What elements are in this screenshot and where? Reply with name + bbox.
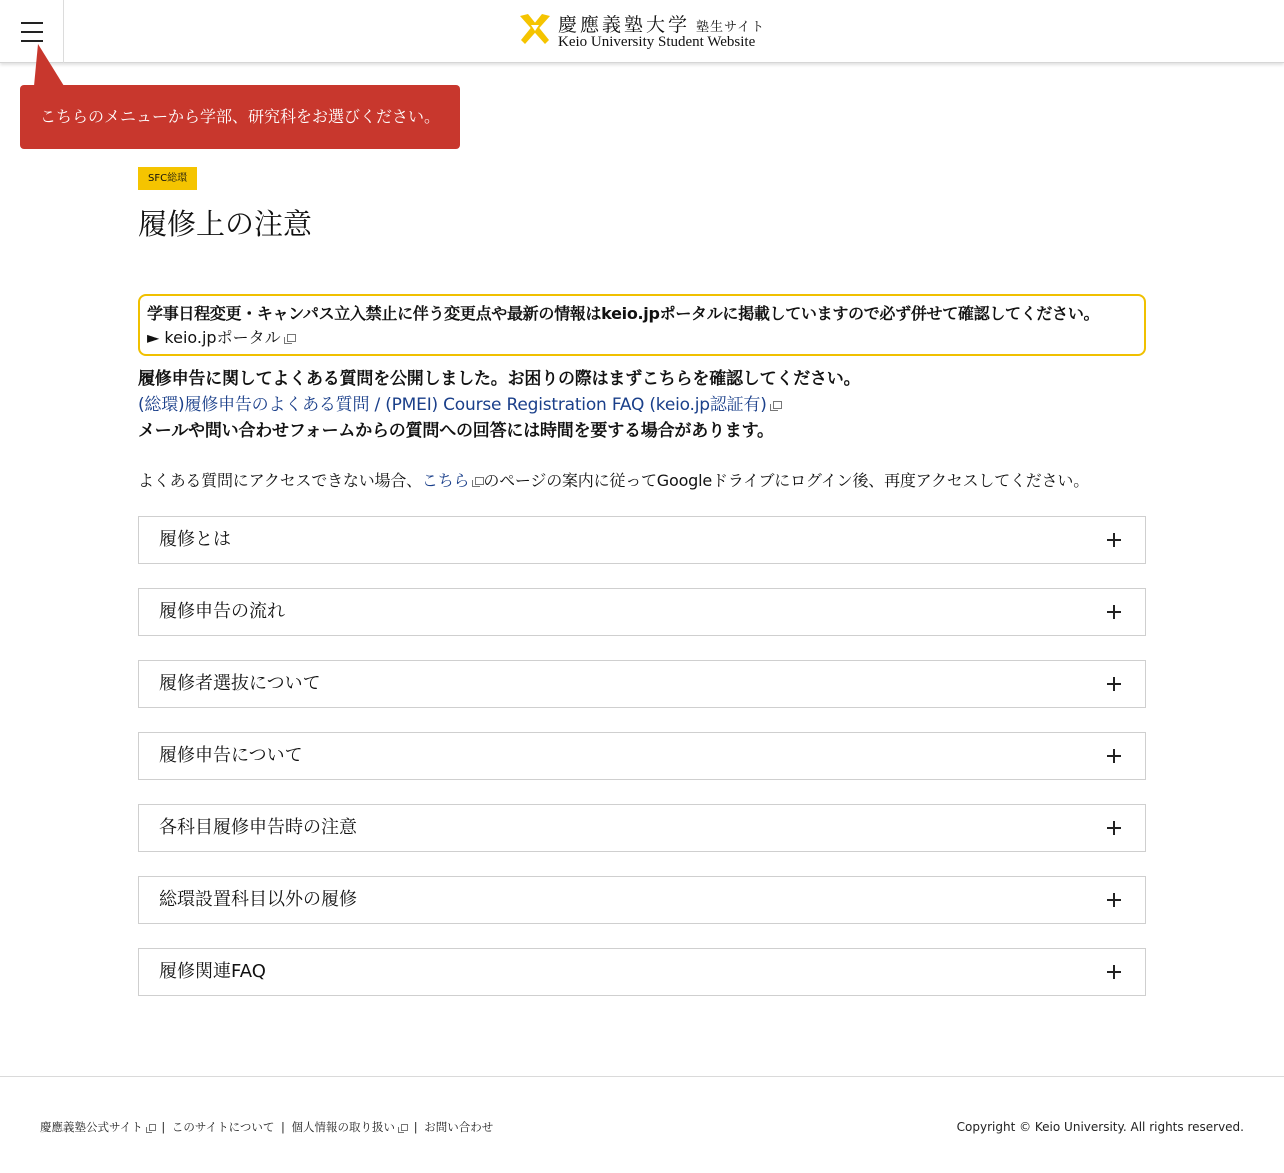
faq-intro: 履修申告に関してよくある質問を公開しました。お困りの際はまずこちらを確認してください。: [138, 369, 861, 389]
plus-icon: [1107, 893, 1121, 907]
notice-message: 学事日程変更・キャンパス立入禁止に伴う変更点や最新の情報はkeio.jpポータルに掲載していますので必ず併せて確認してください。: [147, 304, 1100, 323]
menu-hint-tooltip: こちらのメニューから学部、研究科をお選びください。: [20, 85, 460, 149]
footer-separator: |: [281, 1120, 285, 1134]
plus-icon: [1107, 965, 1121, 979]
external-link-icon: [472, 477, 483, 487]
plus-icon: [1107, 533, 1121, 547]
footer-link-official-site[interactable]: 慶應義塾公式サイト: [40, 1120, 155, 1134]
keio-jp-portal-link[interactable]: keio.jpポータル: [164, 328, 294, 347]
accordion-label: 履修者選抜について: [159, 673, 321, 694]
footer-divider: [0, 1076, 1284, 1077]
accordion-label: 各科目履修申告時の注意: [159, 817, 357, 838]
accordion-item-registration[interactable]: [138, 732, 1146, 780]
accordion-label: 履修申告の流れ: [159, 601, 285, 622]
keio-pen-logo-icon: [518, 12, 552, 46]
faq-announcement: [138, 366, 1148, 444]
page-title: 履修上の注意: [138, 207, 313, 241]
copyright: Copyright © Keio University. All rights reserved.: [956, 1120, 1244, 1134]
menu-bar: [21, 40, 43, 42]
external-link-icon: [398, 1124, 407, 1132]
access-instructions: よくある質問にアクセスできない場合、こちら のページの案内に従ってGoogleドライブにログイン後、再度アクセスしてください。: [138, 471, 1089, 490]
menu-bar: [21, 22, 43, 24]
plus-icon: [1107, 821, 1121, 835]
arrow-icon: ►: [147, 328, 160, 347]
footer-separator: |: [413, 1120, 418, 1134]
category-badge: SFC総環: [138, 167, 197, 190]
footer-link-about[interactable]: このサイトについて: [171, 1120, 275, 1134]
accordion-item-flow[interactable]: [138, 588, 1146, 636]
accordion-label: 履修とは: [159, 529, 231, 550]
plus-icon: [1107, 605, 1121, 619]
faq-response-note: メールや問い合わせフォームからの質問への回答には時間を要する場合があります。: [138, 421, 774, 441]
external-link-icon: [770, 401, 781, 411]
logo-japanese: 慶應義塾大学 塾生サイト: [558, 14, 766, 36]
accordion-label: 履修関連FAQ: [159, 961, 266, 982]
notice-link-row: [147, 326, 1137, 350]
accordion-label: 履修申告について: [159, 745, 303, 766]
site-logo[interactable]: [518, 10, 778, 54]
accordion-item-rishu-towa[interactable]: [138, 516, 1146, 564]
plus-icon: [1107, 749, 1121, 763]
accordion-item-other-courses[interactable]: [138, 876, 1146, 924]
site-header: [0, 0, 1284, 63]
footer-link-contact[interactable]: お問い合わせ: [424, 1120, 494, 1134]
plus-icon: [1107, 677, 1121, 691]
faq-link[interactable]: (総環)履修申告のよくある質問 / (PMEI) Course Registration FAQ (keio.jp認証有): [138, 392, 1148, 418]
accordion-item-selection[interactable]: [138, 660, 1146, 708]
accordion-label: 総環設置科目以外の履修: [159, 889, 357, 910]
external-link-icon: [284, 334, 295, 344]
logo-english: Keio University Student Website: [558, 34, 756, 50]
google-drive-help-link[interactable]: こちら: [422, 471, 483, 490]
footer-links: [40, 1118, 493, 1136]
accordion-item-course-notes[interactable]: [138, 804, 1146, 852]
footer-link-privacy[interactable]: 個人情報の取り扱い: [292, 1120, 408, 1134]
tooltip-tail: [34, 44, 64, 86]
footer-separator: |: [161, 1120, 166, 1134]
notice-box: [138, 294, 1146, 356]
accordion-item-faq[interactable]: [138, 948, 1146, 996]
menu-bar: [21, 31, 43, 33]
external-link-icon: [146, 1124, 155, 1132]
